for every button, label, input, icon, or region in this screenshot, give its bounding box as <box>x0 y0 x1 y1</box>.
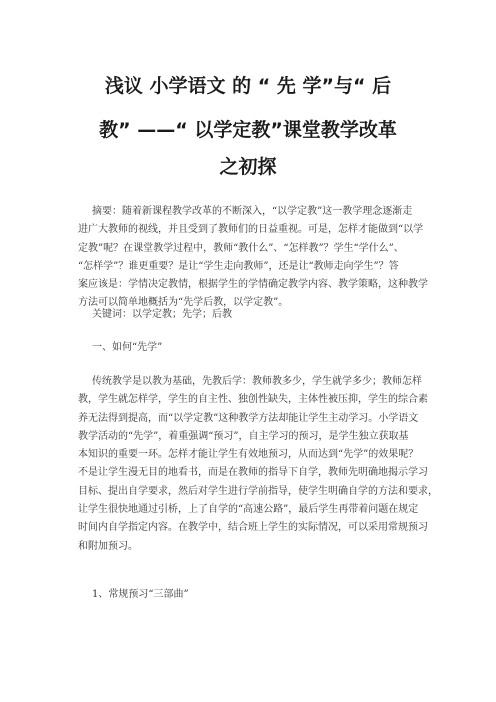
body-line: 目标、提出自学要求，然后对学生进行学前指导，使学生明确自学的方法和要求， <box>78 485 438 497</box>
subsection-heading-1: 1、常规预习“三部曲” <box>92 589 189 600</box>
abstract-line: 方法可以简单地概括为“先学后教，以学定教”。 <box>78 297 289 309</box>
body-line: 时间内自学指定内容。在教学中，结合班上学生的实际情况，可以采用常规预习 <box>78 522 428 534</box>
abstract-line: “怎样学”？谁更重要？是让“学生走向教师”，还是让“教师走向学生”？答 <box>78 260 399 272</box>
abstract-line: 定教”呢？在课堂教学过程中，教师“教什么”、“怎样教”？学生“学什么”、 <box>78 242 404 254</box>
body-line: 养无法得到提高，而“以学定教”这种教学方法却能让学生主动学习。小学语文 <box>78 412 419 424</box>
abstract-line: 案应该是：学情决定教情，根据学生的学情确定教学内容、教学策略，这种教学 <box>78 279 428 291</box>
abstract-line: 摘要：随着新课程教学改革的不断深入，“以学定教”这一教学理念逐渐走 <box>92 206 413 217</box>
section-heading-1: 一、如何“先学” <box>92 342 163 353</box>
body-line: 本知识的重要一环。怎样才能让学生有效地预习，从而达到“先学”的效果呢？ <box>78 449 419 461</box>
title-line-2: 教” ——“ 以学定教”课堂教学改革 <box>99 119 397 141</box>
body-paragraph <box>78 373 438 556</box>
body-line: 传统教学是以教为基础，先教后学：教师教多少，学生就学多少；教师怎样 <box>92 376 422 387</box>
body-line: 让学生很快地通过引桥，上了自学的“高速公路”，最后学生再带着问题在规定 <box>78 504 419 516</box>
keywords: 关键词：以学定教；先学；后教 <box>92 309 232 320</box>
abstract-paragraph <box>78 203 438 313</box>
abstract-line: 进广大教师的视线，并且受到了教师们的日益重视。可是，怎样才能做到“以学 <box>78 224 424 236</box>
body-line: 教学活动的“先学”，着重强调“预习”，自主学习的预习，是学生独立获取基 <box>78 430 409 442</box>
body-line: 教，学生就怎样学，学生的自主性、独创性缺失，主体性被压抑，学生的综合素 <box>78 394 428 406</box>
body-line: 和附加预习。 <box>78 540 138 552</box>
body-line: 不是让学生漫无目的地看书，而是在教师的指导下自学，教师先明确地揭示学习 <box>78 467 428 479</box>
title-line-3: 之初探 <box>219 156 277 178</box>
title-line-1: 浅议 小学语文 的 “ 先 学”与“ 后 <box>104 75 392 97</box>
